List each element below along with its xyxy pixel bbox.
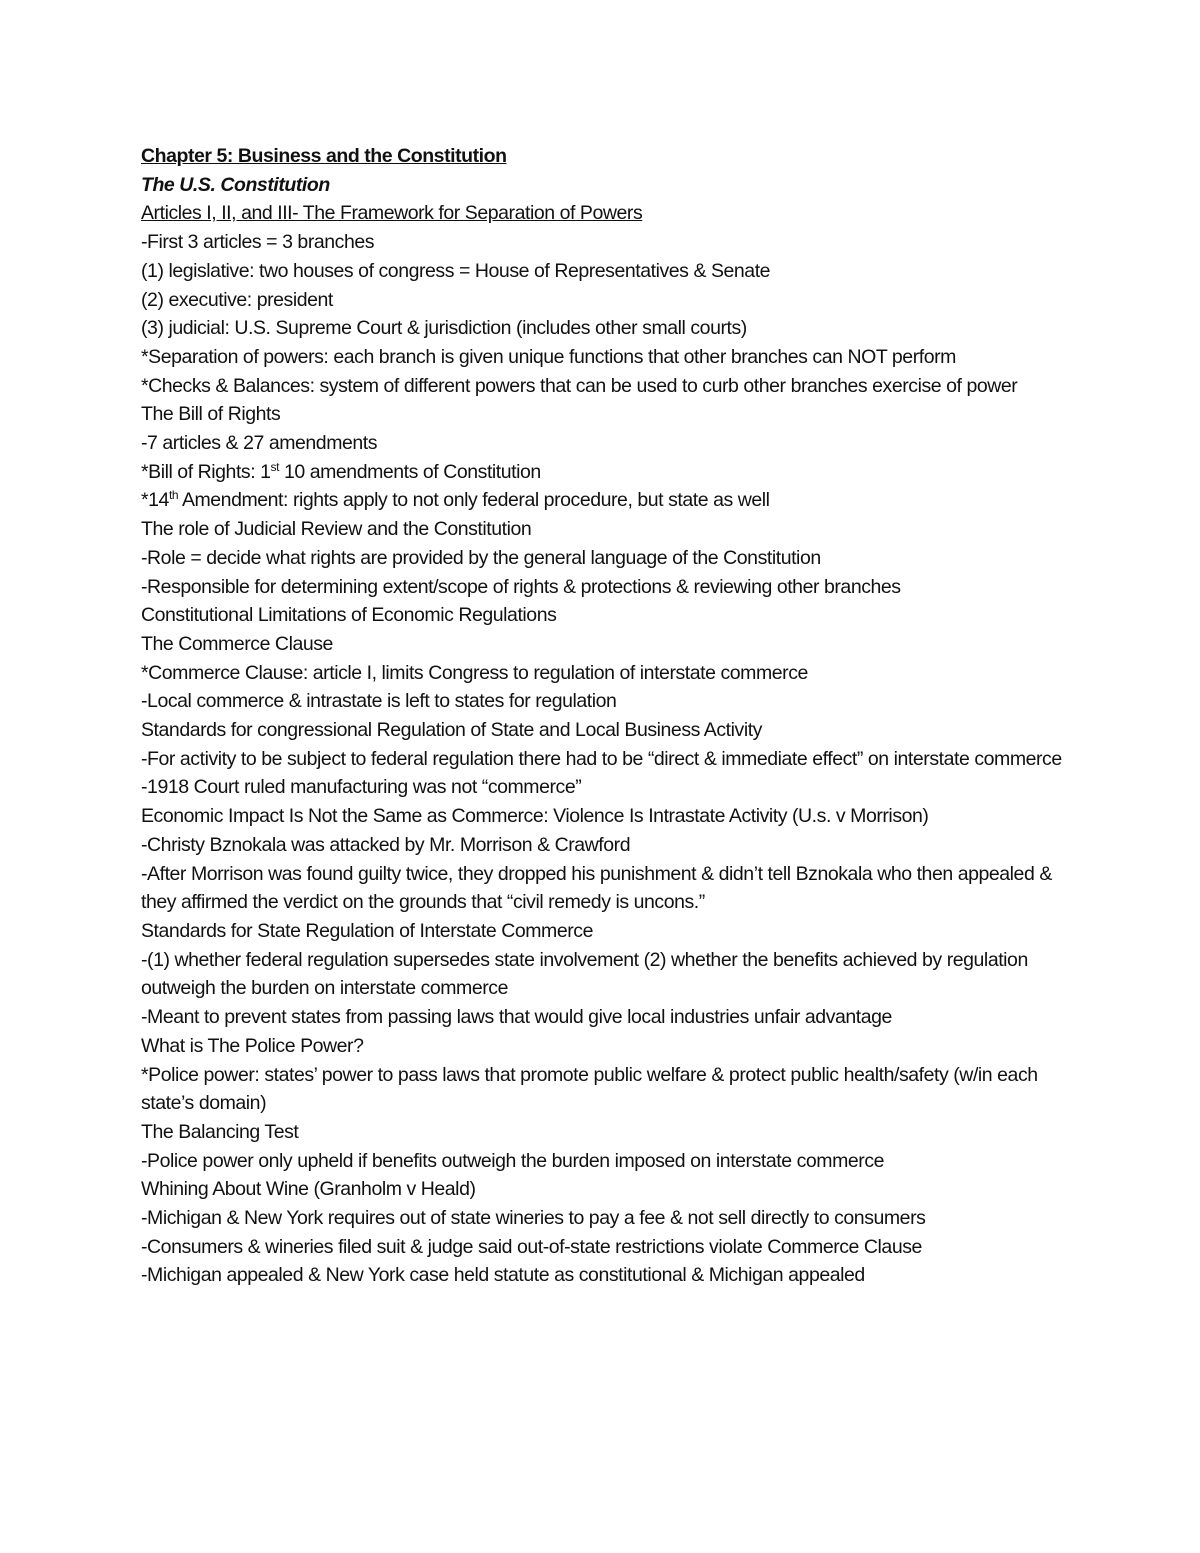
note-heading: The Balancing Test bbox=[141, 1120, 299, 1143]
amendment-superscript: th bbox=[168, 488, 179, 503]
note-line: -7 articles & 27 amendments bbox=[141, 432, 378, 455]
note-line: -1918 Court ruled manufacturing was not “commerce” bbox=[141, 776, 582, 799]
note-line: (3) judicial: U.S. Supreme Court & jurisdiction (includes other small courts) bbox=[141, 317, 747, 340]
note-line: *Police power: states’ power to pass laws that promote public welfare & protect public health/safety (w/in each state’s domain) bbox=[141, 1063, 1038, 1115]
note-heading: The role of Judicial Review and the Constitution bbox=[141, 518, 532, 541]
bill-prefix: *Bill of Rights: 1 bbox=[141, 460, 271, 483]
bill-of-rights-line bbox=[141, 458, 1071, 487]
document-subtitle: The U.S. Constitution bbox=[141, 173, 330, 196]
document-page bbox=[141, 142, 1071, 1290]
note-line: *Checks & Balances: system of different powers that can be used to curb other branches exercise of power bbox=[141, 374, 1018, 397]
amendment-line bbox=[141, 486, 1071, 515]
note-line: -Role = decide what rights are provided by the general language of the Constitution bbox=[141, 546, 821, 569]
chapter-title: Chapter 5: Business and the Constitution bbox=[141, 145, 507, 167]
note-line: -After Morrison was found guilty twice, they dropped his punishment & didn’t tell Bznokala who then appealed & they affirmed the verdict on the grounds that “civil remedy is uncons.” bbox=[141, 862, 1052, 914]
note-heading: What is The Police Power? bbox=[141, 1034, 364, 1057]
note-line: -Responsible for determining extent/scope of rights & protections & reviewing other branches bbox=[141, 575, 901, 598]
note-line: -Local commerce & intrastate is left to states for regulation bbox=[141, 690, 617, 713]
note-line: -Christy Bznokala was attacked by Mr. Morrison & Crawford bbox=[141, 833, 631, 856]
note-heading: Whining About Wine (Granholm v Heald) bbox=[141, 1178, 476, 1201]
bill-superscript: st bbox=[270, 459, 279, 474]
note-heading: Standards for State Regulation of Interstate Commerce bbox=[141, 919, 593, 942]
section-heading: Articles I, II, and III- The Framework for Separation of Powers bbox=[141, 202, 643, 225]
note-heading: The Bill of Rights bbox=[141, 403, 281, 426]
note-heading: Standards for congressional Regulation of State and Local Business Activity bbox=[141, 719, 762, 742]
note-line: (1) legislative: two houses of congress = House of Representatives & Senate bbox=[141, 259, 771, 282]
note-line: -Michigan appealed & New York case held statute as constitutional & Michigan appealed bbox=[141, 1264, 865, 1287]
note-line: -Meant to prevent states from passing laws that would give local industries unfair advantage bbox=[141, 1006, 892, 1029]
amendment-prefix: *14 bbox=[141, 489, 169, 512]
amendment-suffix: Amendment: rights apply to not only federal procedure, but state as well bbox=[178, 489, 770, 512]
note-line: -For activity to be subject to federal regulation there had to be “direct & immediate effect” on interstate commerce bbox=[141, 747, 1062, 770]
note-line: -Michigan & New York requires out of state wineries to pay a fee & not sell directly to consumers bbox=[141, 1207, 926, 1230]
note-heading: The Commerce Clause bbox=[141, 632, 333, 655]
note-line: -(1) whether federal regulation supersedes state involvement (2) whether the benefits achieved by regulation outweigh the burden on interstate commerce bbox=[141, 948, 1028, 1000]
note-line: -First 3 articles = 3 branches bbox=[141, 231, 375, 254]
note-heading: Constitutional Limitations of Economic Regulations bbox=[141, 604, 557, 627]
note-line: *Separation of powers: each branch is given unique functions that other branches can NOT perform bbox=[141, 345, 956, 368]
bill-suffix: 10 amendments of Constitution bbox=[278, 460, 541, 483]
note-line: (2) executive: president bbox=[141, 288, 333, 311]
note-line: *Commerce Clause: article I, limits Congress to regulation of interstate commerce bbox=[141, 661, 808, 684]
note-heading: Economic Impact Is Not the Same as Commerce: Violence Is Intrastate Activity (U.s. v Morrison) bbox=[141, 805, 929, 828]
note-line: -Consumers & wineries filed suit & judge said out-of-state restrictions violate Commerce Clause bbox=[141, 1235, 922, 1258]
note-line: -Police power only upheld if benefits outweigh the burden imposed on interstate commerce bbox=[141, 1149, 885, 1172]
